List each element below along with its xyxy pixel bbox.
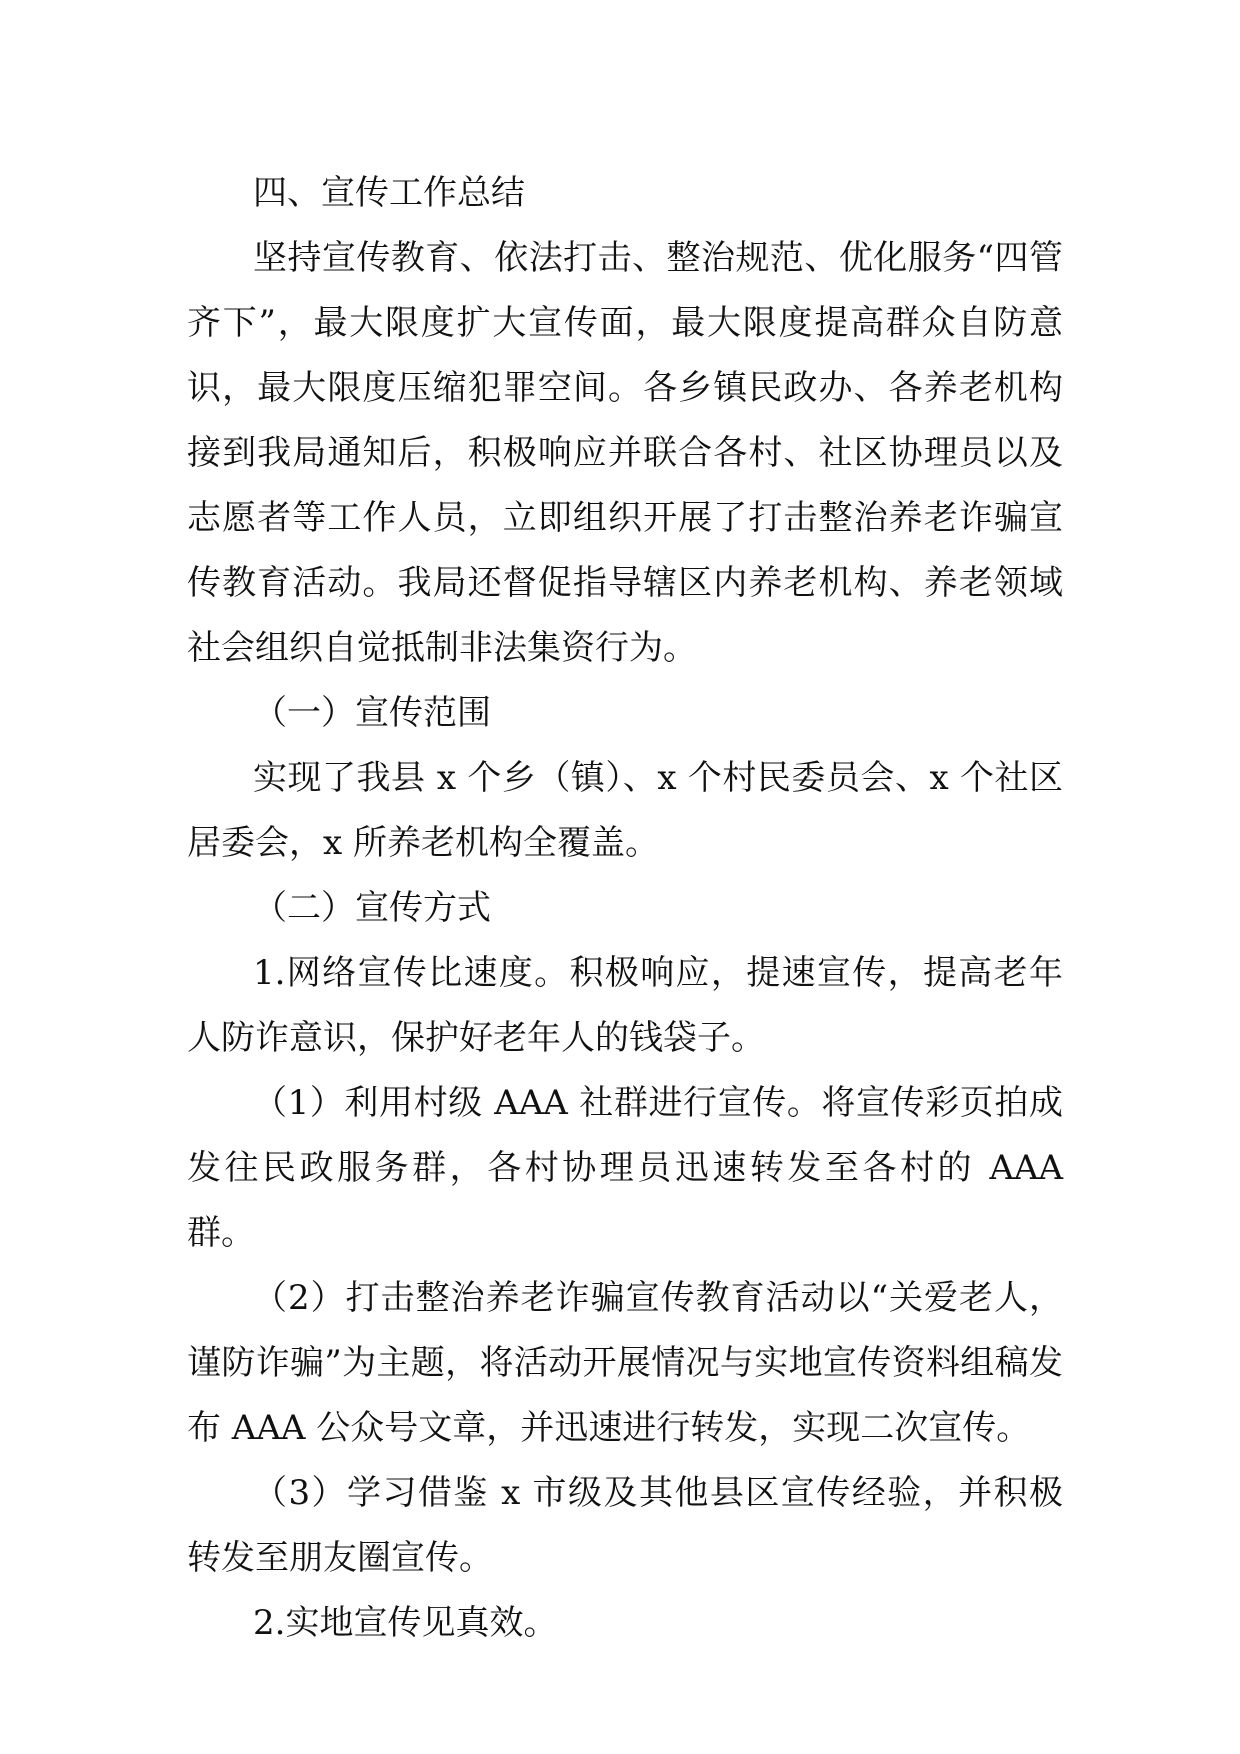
list-item: （3）学习借鉴 x 市级及其他县区宣传经验，并积极转发至朋友圈宣传。 bbox=[187, 1473, 1063, 1578]
body-paragraph: 2.实地宣传见真效。 bbox=[253, 1603, 558, 1643]
body-paragraph: 实现了我县 x 个乡（镇）、x 个村民委员会、x 个社区居委会，x 所养老机构全覆盖。 bbox=[187, 758, 1063, 863]
list-item: （2）打击整治养老诈骗宣传教育活动以“关爱老人，谨防诈骗”为主题，将活动开展情况与实地宣传资料组稿发布 AAA 公众号文章，并迅速进行转发，实现二次宣传。 bbox=[187, 1278, 1063, 1448]
body-paragraph: 坚持宣传教育、依法打击、整治规范、优化服务“四管齐下”，最大限度扩大宣传面，最大限度提高群众自防意识，最大限度压缩犯罪空间。各乡镇民政办、各养老机构接到我局通知后，积极响应并联合各村、社区协理员以及志愿者等工作人员，立即组织开展了打击整治养老诈骗宣传教育活动。我局还督促指导辖区内养老机构、养老领域社会组织自觉抵制非法集资行为。 bbox=[187, 238, 1063, 668]
document-body bbox=[187, 161, 1063, 1656]
list-item: （1）利用村级 AAA 社群进行宣传。将宣传彩页拍成发往民政服务群，各村协理员迅速转发至各村的 AAA 群。 bbox=[187, 1083, 1063, 1253]
subsection-heading: （二）宣传方式 bbox=[253, 888, 491, 928]
section-heading: 四、宣传工作总结 bbox=[253, 173, 525, 213]
body-paragraph: 1.网络宣传比速度。积极响应，提速宣传，提高老年人防诈意识，保护好老年人的钱袋子。 bbox=[187, 953, 1063, 1058]
subsection-heading: （一）宣传范围 bbox=[253, 693, 491, 733]
